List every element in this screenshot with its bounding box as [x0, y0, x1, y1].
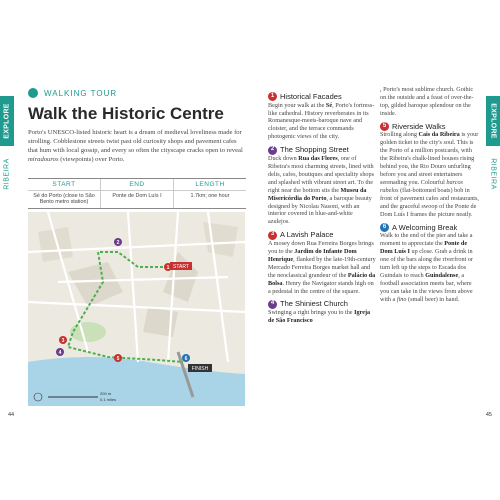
- stop-3-text: A mosey down Rua Ferreira Borges brings you to the Jardim do Infante Dom Henrique, flanked by the late-19th-century Mercado Ferreira Borges market hall and the neoclassical grandeur of the Palácio da Bolsa. Henry the Navigator stands high on a pedestal in the centre of the square.: [268, 239, 376, 295]
- stop-4-heading: 4 The Shiniest Church: [268, 299, 376, 309]
- svg-text:2: 2: [116, 240, 120, 246]
- stop-6-marker-icon: 6: [380, 223, 389, 232]
- walking-tour-icon: [28, 88, 38, 98]
- stop-6-heading: 6 A Welcoming Break: [380, 223, 480, 233]
- section-label-right: RIBEIRA: [489, 158, 497, 190]
- stop-3-marker-icon: 3: [268, 231, 277, 240]
- stop-2-heading: 2 The Shopping Street: [268, 145, 376, 155]
- svg-text:4: 4: [58, 350, 62, 356]
- stop-4-marker-icon: 4: [268, 300, 277, 309]
- tour-info-table: [28, 178, 246, 209]
- stop-6-text: Walk to the end of the pier and take a moment to appreciate the Ponte de Dom Luís I up close. Grab a drink in one of the bars along the riverfront or turn left up the steps to Escada dos Guindais to reach Guindalense, a football association meets bar, where you can take in the views from above with a fino (small beer) in hand.: [380, 232, 473, 303]
- finish-flag-label: FINISH: [191, 366, 209, 372]
- explore-tab-left: EXPLORE: [0, 96, 14, 146]
- svg-text:5: 5: [116, 356, 120, 362]
- start-flag-label: START: [173, 264, 189, 270]
- intro-paragraph: Porto's UNESCO-listed historic heart is a dream of medieval loveliness made for strolling. Cobblestone streets twist past old curiosity shops and pavement cafes that hum with local gossip, and every so often the cityscape cracks open to reveal miradouros (viewpoints) over Porto.: [28, 129, 243, 164]
- stops-column-1: [268, 88, 376, 325]
- stop-4-text-part2: , Porto's most sublime church. Gothic on the outside and a feast of over-the-top, gilded baroque splendour on the inside.: [380, 86, 474, 117]
- svg-text:1: 1: [166, 265, 170, 271]
- page-number-left: 44: [8, 412, 15, 418]
- walking-tour-header: [28, 88, 117, 98]
- section-label-left: RIBEIRA: [3, 158, 11, 190]
- walking-tour-label: WALKING TOUR: [44, 88, 118, 98]
- stop-2-marker-icon: 2: [268, 146, 277, 155]
- end-value: Ponte de Dom Luís I: [100, 191, 173, 208]
- svg-text:6: 6: [184, 356, 188, 362]
- stop-3-heading: 3 A Lavish Palace: [268, 230, 376, 240]
- map-scale-2: 0.1 miles: [100, 397, 117, 402]
- stop-5-marker-icon: 5: [380, 122, 389, 131]
- stop-1-heading: 1 Historical Facades: [268, 92, 376, 102]
- page-title: Walk the Historic Centre: [28, 104, 224, 123]
- end-header: END: [100, 179, 173, 190]
- explore-tab-right: EXPLORE: [486, 96, 500, 146]
- svg-text:3: 3: [61, 338, 65, 344]
- length-header: LENGTH: [173, 179, 246, 190]
- stop-1-marker-icon: 1: [268, 92, 277, 101]
- map-scale-1: 200 m: [100, 391, 112, 396]
- length-value: 1.7km; one hour: [173, 191, 246, 208]
- stop-1-text: Begin your walk at the Sé, Porto's fortress-like cathedral. History reverberates in its Romanesque-meets-baroque nave and cloister, and the terrace commands photogenic views of the city.: [268, 101, 375, 141]
- stop-5-text: Strolling along Cais da Ribeira is your golden ticket to the city's soul. This is the Porto of a million postcards, with the Ribeira's chalk-lined houses rising behind you, the Rio Douro unfurling before you and street entertainers serenading you. Colourful barcos rabelos (flat-bottomed boats) bob in front of pavement cafes and restaurants, and the graceful swoop of the Ponte de Dom Luís I frames the picture neatly.: [380, 131, 479, 218]
- route-map-svg: [28, 212, 245, 406]
- stop-4-text-part1: Swinging a right brings you to the Igreja de São Francisco: [268, 309, 371, 324]
- page-number-right: 45: [485, 412, 492, 418]
- route-map: [28, 212, 245, 406]
- stops-column-2: [380, 86, 480, 304]
- start-value: Sé do Porto (close to São Bento metro station): [33, 193, 95, 206]
- stop-2-text: Duck down Rua das Flores, one of Ribeira's most charming streets, lined with delis, cafes, boutiques and speciality shops and splashed with vibrant street art. To the right near the bottom sits the Museu da Misericórdia do Porto, a baroque beauty designed by Nicolau Nasoni, with an interior covered in blue-and-white azulejos.: [268, 154, 375, 226]
- stop-5-heading: 5 Riverside Walks: [380, 122, 480, 132]
- start-header: START: [52, 181, 76, 188]
